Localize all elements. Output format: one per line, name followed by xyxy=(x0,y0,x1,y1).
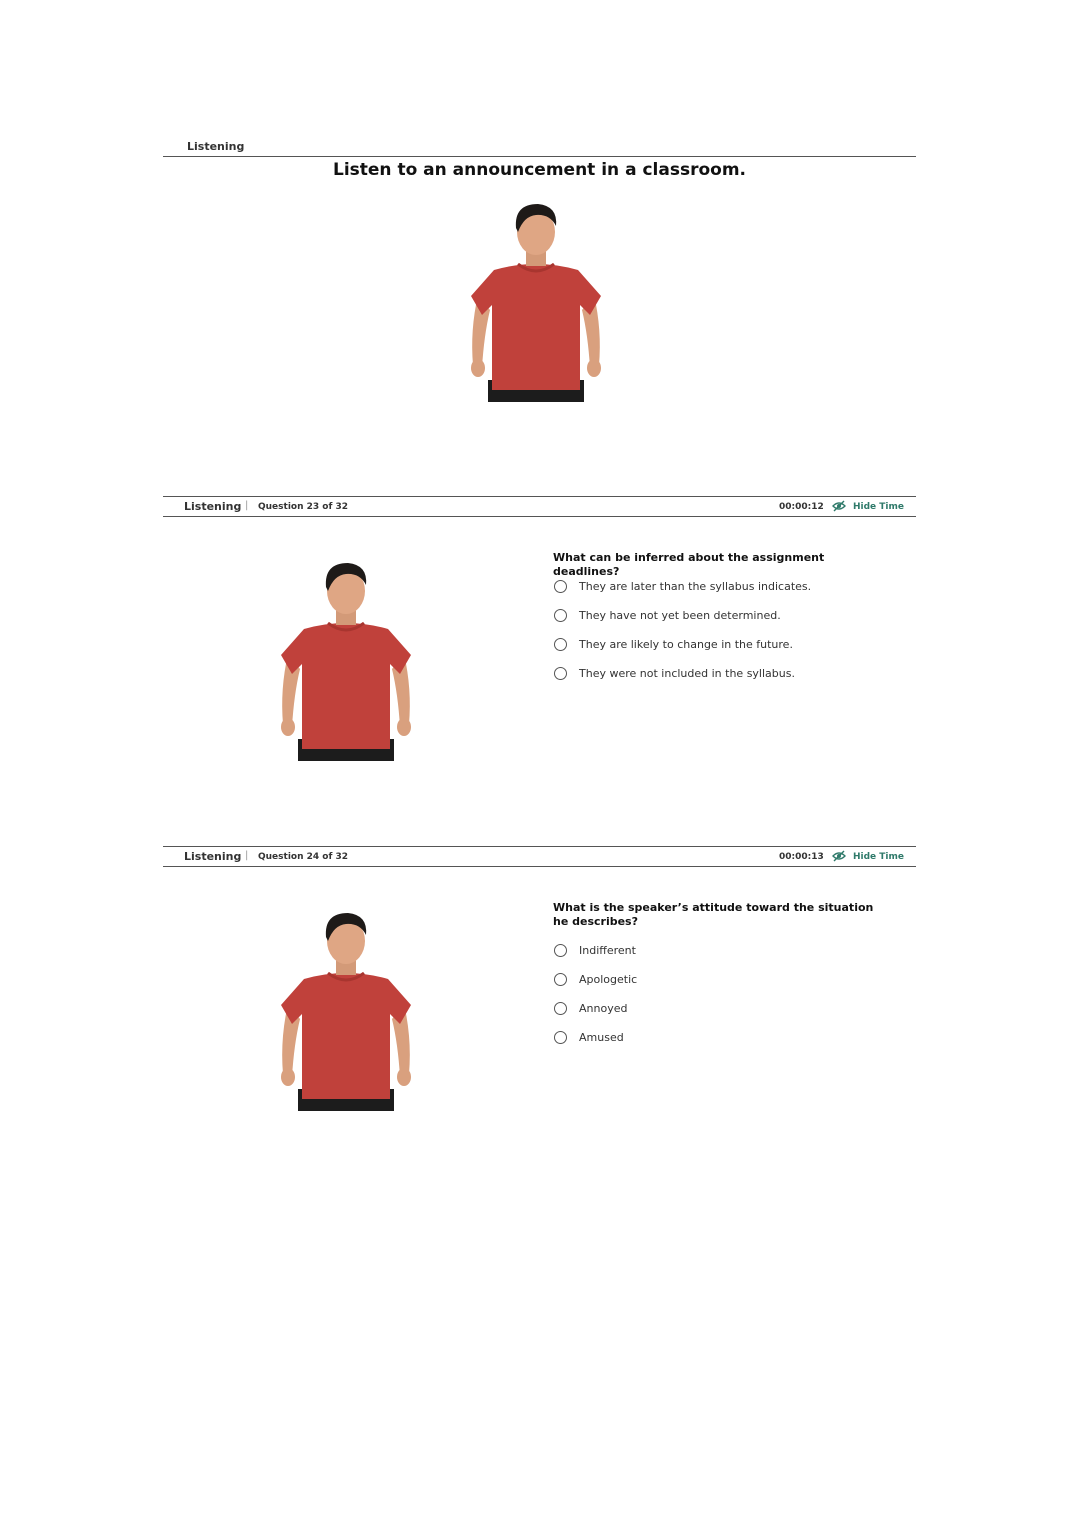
option-label: Apologetic xyxy=(579,973,638,986)
radio-circle-icon[interactable] xyxy=(554,1002,567,1015)
timer: 00:00:13 xyxy=(779,852,824,862)
radio-circle-icon[interactable] xyxy=(554,609,567,622)
separator: | xyxy=(245,850,249,861)
speaker-image xyxy=(256,559,436,764)
question-header xyxy=(163,496,916,517)
section-label: Listening xyxy=(184,850,242,863)
option-label: Annoyed xyxy=(579,1002,628,1015)
eye-slash-icon[interactable] xyxy=(832,500,846,512)
radio-circle-icon[interactable] xyxy=(554,638,567,651)
question-prompt: What can be inferred about the assignment deadlines? xyxy=(553,551,825,578)
question-prompt: What is the speaker’s attitude toward the situation he describes? xyxy=(553,901,874,928)
radio-circle-icon[interactable] xyxy=(554,973,567,986)
hide-time-button[interactable]: Hide Time xyxy=(853,502,905,512)
answer-option[interactable] xyxy=(553,609,893,627)
answer-option[interactable] xyxy=(553,580,893,598)
speaker-image xyxy=(256,909,436,1114)
option-label: They have not yet been determined. xyxy=(579,609,781,622)
question-count: Question 23 of 32 xyxy=(258,502,349,512)
option-label: They are likely to change in the future. xyxy=(579,638,793,651)
option-label: Indifferent xyxy=(579,944,636,957)
section-label: Listening xyxy=(184,500,242,513)
timer: 00:00:12 xyxy=(779,502,824,512)
separator: | xyxy=(245,500,249,511)
option-label: They were not included in the syllabus. xyxy=(579,667,795,680)
question-count: Question 24 of 32 xyxy=(258,852,349,862)
speaker-image xyxy=(446,200,626,405)
radio-circle-icon[interactable] xyxy=(554,1031,567,1044)
answer-option[interactable] xyxy=(553,973,893,991)
intro-header xyxy=(163,138,916,157)
answer-option[interactable] xyxy=(553,944,893,962)
hide-time-button[interactable]: Hide Time xyxy=(853,852,905,862)
answer-option[interactable] xyxy=(553,638,893,656)
question-header xyxy=(163,846,916,867)
radio-circle-icon[interactable] xyxy=(554,667,567,680)
section-label: Listening xyxy=(187,140,245,153)
answer-option[interactable] xyxy=(553,667,893,685)
option-label: Amused xyxy=(579,1031,624,1044)
radio-circle-icon[interactable] xyxy=(554,944,567,957)
option-label: They are later than the syllabus indicates. xyxy=(579,580,812,593)
radio-circle-icon[interactable] xyxy=(554,580,567,593)
answer-option[interactable] xyxy=(553,1002,893,1020)
answer-option[interactable] xyxy=(553,1031,893,1049)
intro-title: Listen to an announcement in a classroom. xyxy=(333,160,746,180)
eye-slash-icon[interactable] xyxy=(832,850,846,862)
